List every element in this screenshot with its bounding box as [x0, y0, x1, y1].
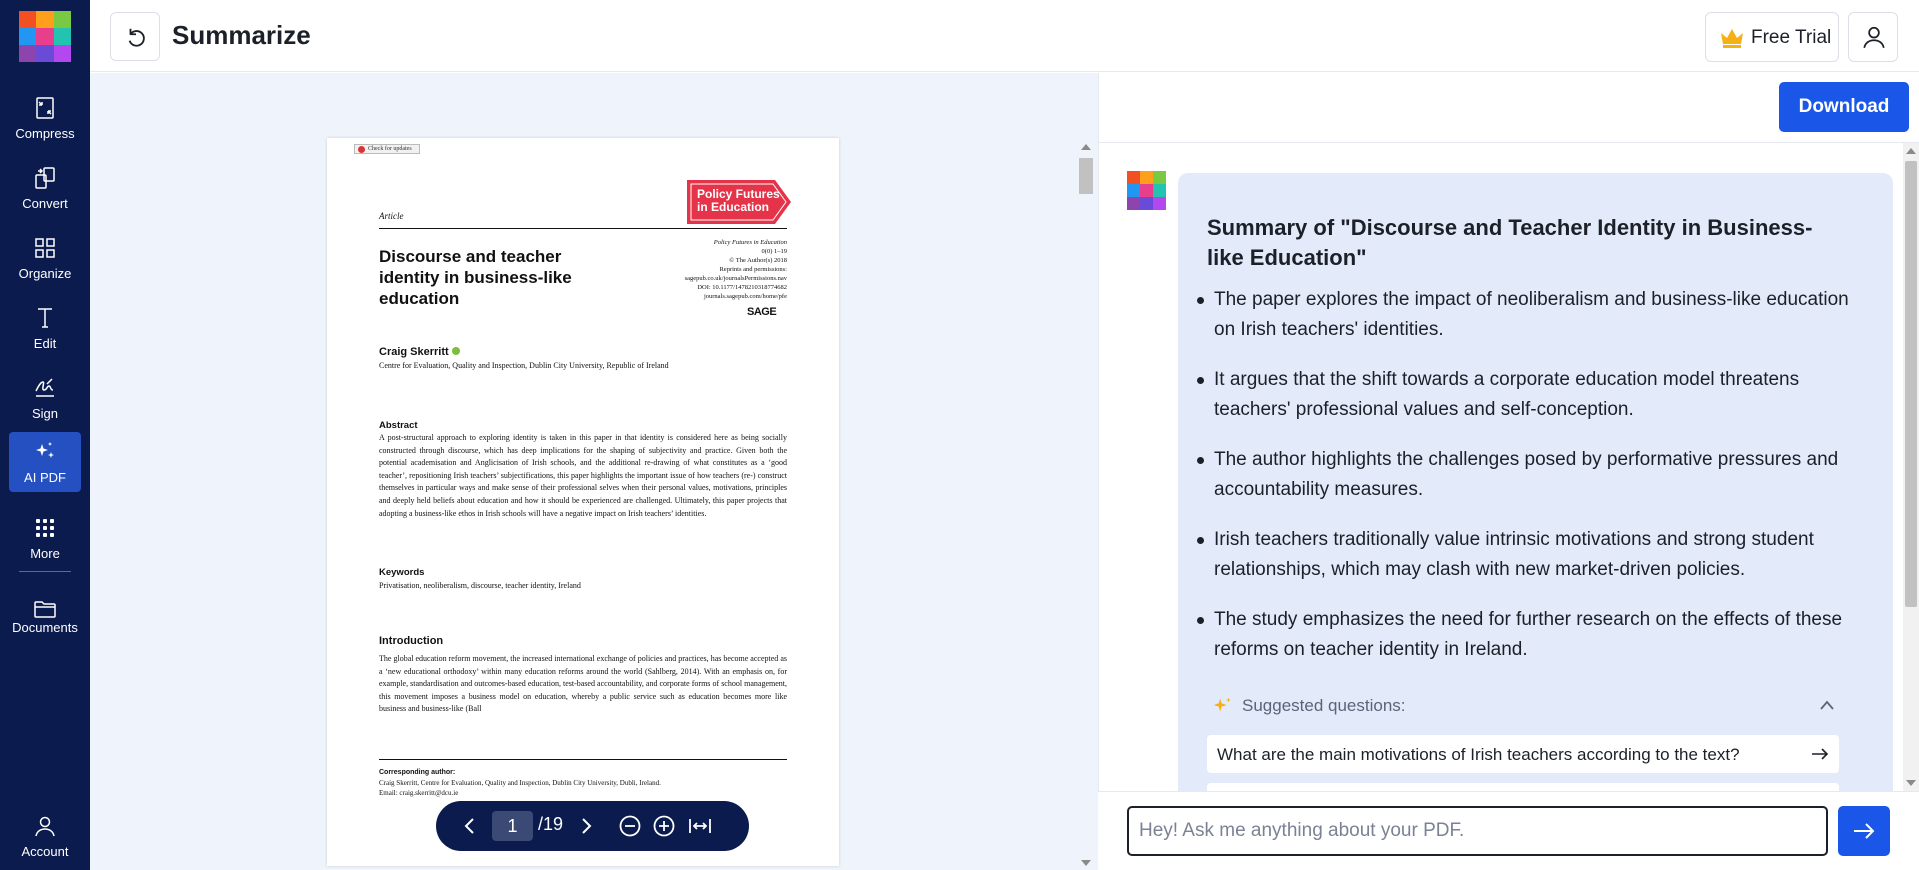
arrow-right-icon [1811, 748, 1829, 760]
check-updates-label: Check for updates [368, 146, 412, 152]
sidebar-item-label: Organize [18, 266, 72, 281]
chevron-up-icon[interactable] [1819, 699, 1835, 711]
sidebar-item-label: Convert [22, 196, 68, 211]
organize-icon [33, 236, 57, 260]
scroll-thumb[interactable] [1079, 158, 1093, 194]
chevron-right-icon[interactable] [574, 814, 598, 838]
logo-tile [1140, 197, 1153, 210]
account-button[interactable] [1848, 12, 1898, 62]
suggested-question-text: What are the main motivations of Irish teachers according to the text? [1217, 745, 1740, 764]
grid-dots-icon [33, 516, 57, 540]
sidebar-item-label: Edit [33, 336, 57, 351]
author-name [379, 346, 460, 358]
page-total: /19 [538, 814, 564, 834]
keywords-text: Privatisation, neoliberalism, discourse, teacher identity, Ireland [379, 581, 581, 590]
page-navigation [436, 801, 749, 851]
top-header [90, 0, 1919, 72]
zoom-out-icon[interactable] [618, 814, 642, 838]
chat-area [1098, 143, 1903, 791]
download-button[interactable]: Download [1779, 82, 1909, 132]
page-number-input[interactable]: 1 [492, 811, 533, 841]
logo-tile [1153, 197, 1166, 210]
logo-tile [1127, 184, 1140, 197]
bullet-icon [1197, 297, 1204, 304]
meta-volume: 0(0) 1–19 [761, 248, 787, 255]
sign-icon [33, 376, 57, 400]
meta-doi: DOI: 10.1177/1478210318774682 [697, 284, 787, 291]
bullet-icon [1197, 617, 1204, 624]
sparkle-icon [1211, 695, 1233, 717]
zoom-in-icon[interactable] [652, 814, 676, 838]
introduction-text: The global education reform movement, the increased international exchange of policies and practices, has become accepted as a ‘new educational orthodoxy’ within many education reforms around the world (Sahlberg, 2014). With an emphasis on, for example, standardisation and outcomes-based education, test-based accountability, and corporate forms of school management, this movement imposes a business model on education, whereby a public service such as education becomes more like business and business-like (Ball [379, 654, 787, 714]
crown-icon [1719, 28, 1745, 48]
divider-rule [379, 228, 787, 229]
divider-rule [379, 759, 787, 760]
app-logo[interactable] [19, 11, 71, 62]
edit-icon [33, 306, 57, 330]
undo-icon [125, 26, 147, 48]
free-trial-button[interactable] [1705, 12, 1839, 62]
sidebar-item-label: Sign [31, 406, 59, 421]
scroll-down-icon[interactable] [1906, 780, 1916, 786]
sidebar-item-edit[interactable] [9, 298, 81, 358]
sidebar-item-account[interactable] [9, 806, 81, 866]
summary-point-text: It argues that the shift towards a corporate education model threatens teachers' professional values and self-conception. [1214, 369, 1800, 420]
logo-tile [1153, 184, 1166, 197]
chat-scrollbar[interactable] [1903, 143, 1919, 791]
journal-badge [687, 180, 783, 224]
abstract-text: A post-structural approach to exploring identity is taken in this paper in that identity is considered here as being socially constructed through discourse, which has deep implications for the shaping of subjectivity and practice. Given both the potential academisation and Anglicisation of Irish schools, and the additional re-drawing of what constitutes as a ‘good teacher’, repositioning Irish teachers’ subjectifications, this paper highlights the important issue of how teachers (re-) construct themselves in particular ways and make sense of their professional selves when their personal values, motivations, principles and deeply held beliefs about education and how it should be experienced are challenged. Ultimately, this paper projects that adopting a business-like ethos in Irish schools will have a negative impact on Irish teachers’ identities. [379, 433, 787, 518]
badge-line: in Education [697, 200, 769, 214]
meta-reprints-url: sagepub.co.uk/journalsPermissions.nav [684, 275, 787, 282]
summary-point [1207, 525, 1867, 585]
sidebar-item-label: More [30, 546, 60, 561]
send-button[interactable] [1838, 806, 1890, 856]
keywords-heading: Keywords [379, 567, 425, 578]
user-icon [1861, 24, 1887, 50]
author-text: Craig Skerritt [379, 346, 449, 358]
user-icon [33, 814, 57, 838]
summary-point [1207, 365, 1867, 425]
sidebar-divider [19, 571, 71, 572]
summary-title: Summary of "Discourse and Teacher Identity in Business-like Education" [1207, 215, 1813, 270]
sidebar-item-label: Account [21, 844, 69, 859]
orcid-icon [452, 347, 460, 355]
summary-point [1207, 605, 1867, 665]
compress-icon [33, 96, 57, 120]
logo-tile [54, 11, 71, 28]
send-arrow-icon [1853, 822, 1875, 840]
chevron-left-icon[interactable] [458, 814, 482, 838]
journal-meta [657, 238, 787, 301]
logo-tile [36, 28, 53, 45]
author-affiliation: Centre for Evaluation, Quality and Inspection, Dublin City University, Republic of Ireland [379, 361, 669, 370]
pdf-page [327, 138, 839, 866]
sidebar-item-sign[interactable] [9, 368, 81, 428]
sidebar-item-more[interactable] [9, 508, 81, 568]
logo-tile [36, 11, 53, 28]
bullet-icon [1197, 457, 1204, 464]
viewer-scrollbar[interactable] [1078, 140, 1094, 870]
summary-message [1178, 173, 1893, 813]
logo-tile [1153, 171, 1166, 184]
sidebar-item-organize[interactable] [9, 228, 81, 288]
scroll-up-icon[interactable] [1906, 148, 1916, 154]
bullet-icon [1197, 377, 1204, 384]
logo-tile [19, 28, 36, 45]
sidebar-item-ai-pdf[interactable] [9, 432, 81, 492]
bot-avatar [1127, 171, 1166, 210]
publisher-logo: SAGE [747, 306, 777, 318]
meta-reprints: Reprints and permissions: [719, 266, 787, 273]
sidebar [0, 0, 90, 870]
paper-title: Discourse and teacher identity in business-like education [379, 247, 572, 308]
badge-line: Policy Futures [697, 187, 780, 201]
corresponding-author [379, 768, 787, 798]
ai-sparkle-icon [33, 440, 57, 464]
scroll-up-icon[interactable] [1081, 144, 1091, 150]
sidebar-item-label: Documents [12, 620, 78, 635]
meta-journals-url: journals.sagepub.com/home/pfe [703, 293, 787, 300]
scroll-down-icon[interactable] [1081, 860, 1091, 866]
logo-tile [19, 11, 36, 28]
page-title: Summarize [172, 20, 311, 50]
abstract-heading: Abstract [379, 420, 418, 431]
logo-tile [1140, 171, 1153, 184]
meta-copyright: © The Author(s) 2018 [729, 257, 787, 264]
meta-journal: Policy Futures in Education [713, 239, 787, 246]
summary-point [1207, 445, 1867, 505]
logo-tile [54, 28, 71, 45]
folder-icon [33, 597, 57, 621]
logo-tile [1140, 184, 1153, 197]
logo-tile [54, 45, 71, 62]
bullet-icon [1197, 537, 1204, 544]
summary-point [1207, 285, 1867, 345]
scroll-thumb[interactable] [1905, 161, 1917, 607]
suggested-question[interactable] [1207, 735, 1839, 773]
sidebar-item-label: AI PDF [24, 470, 66, 485]
fit-width-icon[interactable] [688, 814, 712, 838]
free-trial-label: Free Trial [1751, 27, 1832, 48]
convert-icon [33, 166, 57, 190]
corr-email: Email: craig.skerritt@dcu.ie [379, 789, 459, 797]
sidebar-item-compress[interactable] [9, 88, 81, 148]
corr-heading: Corresponding author: [379, 769, 456, 776]
undo-button[interactable] [110, 12, 160, 61]
suggested-questions-header [1211, 693, 1851, 719]
summary-point-text: Irish teachers traditionally value intrinsic motivations and strong student relationships, which may clash with new market-driven policies. [1214, 529, 1814, 580]
sidebar-item-label: Compress [15, 126, 75, 141]
logo-tile [1127, 171, 1140, 184]
sidebar-item-convert[interactable] [9, 158, 81, 218]
logo-tile [1127, 197, 1140, 210]
sidebar-item-documents[interactable] [9, 589, 81, 649]
update-icon [358, 146, 365, 153]
summary-point-text: The study emphasizes the need for further research on the effects of these reforms on teacher identity in Ireland. [1214, 609, 1843, 660]
summary-point-text: The author highlights the challenges posed by performative pressures and accountability measures. [1214, 449, 1839, 500]
corr-line: Craig Skerritt, Centre for Evaluation, Quality and Inspection, Dublin City University, Dubli, Ireland. [379, 779, 661, 787]
chat-input[interactable] [1127, 806, 1828, 856]
suggested-questions-label: Suggested questions: [1242, 696, 1406, 715]
logo-tile [36, 45, 53, 62]
logo-tile [19, 45, 36, 62]
introduction-heading: Introduction [379, 635, 444, 647]
check-updates-button[interactable] [354, 144, 420, 154]
summary-point-text: The paper explores the impact of neoliberalism and business-like education on Irish teachers' identities. [1214, 289, 1849, 340]
summary-list [1207, 285, 1867, 685]
article-label: Article [379, 211, 404, 221]
